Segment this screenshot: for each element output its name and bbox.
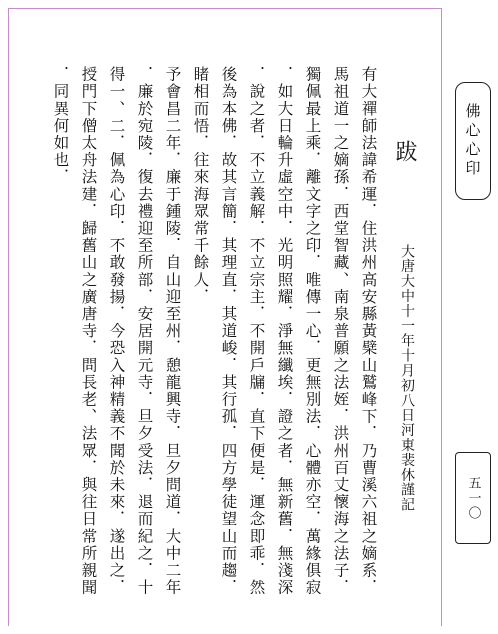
body-column: 授門下僧太舟法建．歸舊山之廣唐寺．問長老、法眾．與往日常所親聞 <box>79 66 98 597</box>
body-column: 睹相而悟．往來海眾常千餘人． <box>191 66 210 306</box>
body-column: 獨佩最上乘．離文字之印．唯傳一心．更無別法．心體亦空．萬緣俱寂 <box>303 66 322 597</box>
page-number: 五一〇 <box>465 475 481 521</box>
body-column: 有大禪師法諱希運．住洪州高安縣黃檗山鷲峰下．乃曹溪六祖之嫡系． <box>359 66 378 597</box>
attribution: 大唐大中十一年十月初八日河東裴休謹記 <box>399 244 415 513</box>
body-column: ．同異何如也． <box>51 66 70 186</box>
page-title: 跋 <box>392 140 417 164</box>
body-column: ．如大日輪升虛空中．光明照耀．淨無纖埃．證之者．無新舊．無淺深 <box>275 66 294 597</box>
body-column: ．廉於宛陵．復去禮迎至所部．安居開元寺．旦夕受法．退而紀之．十 <box>135 66 154 597</box>
body-column: 予會昌二年．廉于鍾陵．自山迎至州．憩龍興寺．旦夕問道．大中二年 <box>163 66 182 597</box>
page-number-tab <box>455 452 491 544</box>
body-column: ．說之者．不立義解．不立宗主．不開戶牖．直下便是．運念即乖．然 <box>247 66 266 597</box>
body-column: 馬祖道一之嫡孫．西堂智藏、南泉普願之法姪．洪州百丈懷海之法子． <box>331 66 350 597</box>
body-column: 後為本佛．故其言簡．其理直．其道峻．其行孤．四方學徒望山而趨． <box>219 66 238 597</box>
book-title: 佛心心印 <box>463 103 482 179</box>
book-title-tab <box>455 82 491 200</box>
body-column: 得一、二．佩為心印．不敢發揚．今恐入神精義不聞於未來．遂出之． <box>107 66 126 597</box>
